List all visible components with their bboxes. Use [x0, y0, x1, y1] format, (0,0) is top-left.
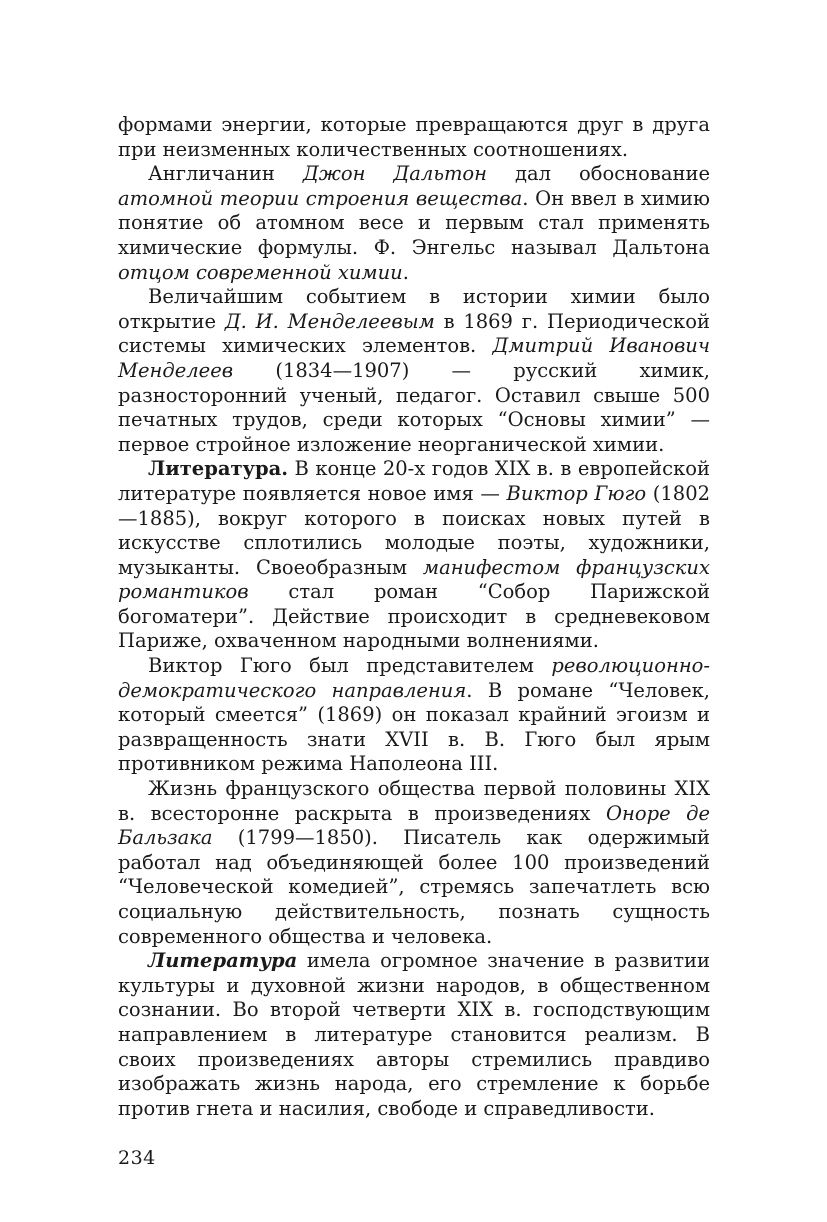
text-run: (1834—1907) — русский химик, разносторонний ученый, педагог. Оставил свыше 500 печатных трудов, среди которых “Основы химии” — первое стройное изложение неорганической химии. [118, 358, 710, 456]
text-run: . [402, 260, 409, 284]
name-mendeleev-full: Дмитрий Иванович Менделеев [118, 334, 710, 382]
paragraph-dalton [118, 162, 710, 285]
text-run: в 1869 г. Периодической системы химических элементов. [118, 309, 710, 358]
term-literature-bold-italic: Литература [148, 949, 298, 973]
term-revolutionary-democratic: революционно-демократического направления [118, 654, 710, 702]
text-run: . В романе “Человек, который смеется” (1869) он показал крайний эгоизм и развращенность знати XVII в. В. Гюго был ярым противником режима Наполеона III. [118, 678, 710, 776]
heading-literature: Литература. [148, 457, 289, 481]
paragraph-literature-hugo [118, 457, 710, 654]
term-father-of-chemistry: отцом современной химии [118, 260, 403, 284]
text-run: В конце 20-х годов XIX в. в европейской литературе появляется новое имя — [118, 457, 710, 505]
paragraph-energy [118, 113, 710, 162]
text-run: (1799—1850). Писатель как одержимый работал над объединяющей более 100 произведений “Человеческой комедией”, стремясь запечатлеть всю социальную действительность, познать сущность современного общества и человека. [118, 826, 710, 948]
name-hugo: Виктор Гюго [506, 481, 647, 505]
paragraph-realism [118, 949, 710, 1121]
page-number: 234 [118, 1147, 156, 1169]
term-romantic-manifesto: манифестом французских романтиков [118, 555, 710, 604]
name-dalton: Джон Дальтон [302, 162, 488, 186]
paragraph-hugo-revolutionary [118, 654, 710, 777]
text-run: имела огромное значение в развитии культуры и духовной жизни народов, в общественном сознании. Во второй четверти XIX в. господствующим направлением в литературе становится реализм. В своих произведениях авторы стремились правдиво изображать жизнь народа, его стремление к борьбе против гнета и насилия, свободе и справедливости. [118, 949, 710, 1120]
text-run: стал роман “Собор Парижской богоматери”. Действие происходит в средневековом Париже, охваченном народными волнениями. [118, 580, 710, 653]
paragraph-balzac [118, 777, 710, 949]
name-balzac: Оноре де Бальзака [118, 801, 710, 850]
text-run: формами энергии, которые превращаются друг в друга при неизменных количественных соотношениях. [118, 113, 710, 161]
text-run: Виктор Гюго был представителем [148, 654, 552, 678]
paragraph-mendeleev [118, 285, 710, 457]
text-run: Жизнь французского общества первой половины XIX в. всесторонне раскрыта в произведениях [118, 777, 710, 825]
text-run: (1802—1885), вокруг которого в поисках новых путей в искусстве сплотились молодые поэты, художники, музыканты. Своеобразным [118, 481, 711, 579]
text-run: Англичанин [148, 162, 303, 186]
term-atomic-theory: атомной теории строения вещества [118, 186, 523, 210]
body-text [118, 113, 710, 1121]
text-run: дал обоснование [487, 162, 711, 186]
text-run: . Он ввел в химию понятие об атомном весе и первым стал применять химические формулы. Ф. Энгельс называл Дальтона [118, 186, 710, 259]
text-run: Величайшим событием в истории химии было открытие [118, 285, 710, 333]
name-mendeleev-short: Д. И. Менделеевым [224, 309, 435, 333]
